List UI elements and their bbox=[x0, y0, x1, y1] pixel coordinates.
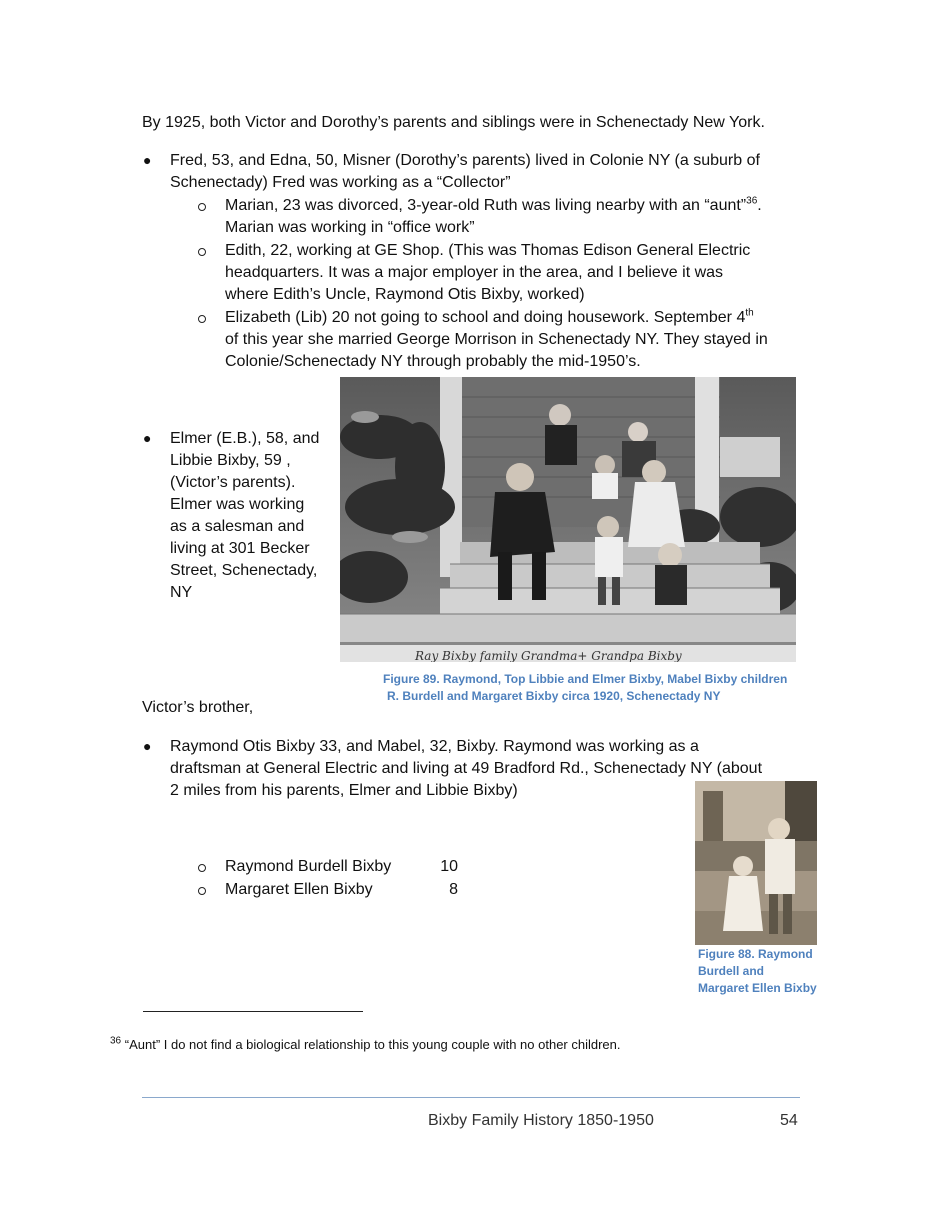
footer-title: Bixby Family History 1850-1950 bbox=[428, 1112, 654, 1129]
child-name: Raymond Burdell Bixby bbox=[225, 858, 392, 875]
bullet: ● bbox=[143, 152, 152, 168]
footnote-ref: 36 bbox=[746, 195, 758, 207]
footnote-number: 36 bbox=[110, 1035, 122, 1047]
raymond-line-1: Raymond Otis Bixby 33, and Mabel, 32, Bixby. Raymond was working as a bbox=[170, 738, 699, 755]
child-age: 10 bbox=[440, 858, 458, 875]
elmer-line: NY bbox=[170, 584, 193, 601]
figure-88-caption bbox=[698, 946, 817, 997]
fred-line-1: Fred, 53, and Edna, 50, Misner (Dorothy’s parents) lived in Colonie NY (a suburb of bbox=[170, 152, 760, 169]
child-age: 8 bbox=[449, 881, 458, 898]
sub-bullet bbox=[198, 887, 206, 895]
raymond-line-3: 2 miles from his parents, Elmer and Libbie Bixby) bbox=[170, 782, 518, 799]
figure-89-caption-line-2: R. Burdell and Margaret Bixby circa 1920, Schenectady NY bbox=[387, 689, 721, 703]
elizabeth-line-2: of this year she married George Morrison in Schenectady NY. They stayed in bbox=[225, 331, 768, 348]
elmer-line: Street, Schenectady, bbox=[170, 562, 318, 579]
raymond-line-2: draftsman at General Electric and living at 49 Bradford Rd., Schenectady NY (about bbox=[170, 760, 763, 777]
sub-bullet bbox=[198, 315, 206, 323]
footnote-text: “Aunt” I do not find a biological relationship to this young couple with no other children. bbox=[124, 1037, 621, 1052]
page-number: 54 bbox=[780, 1112, 798, 1129]
elmer-line: living at 301 Becker bbox=[170, 540, 310, 557]
footer-rule bbox=[142, 1097, 800, 1098]
edith-line-1: Edith, 22, working at GE Shop. (This was Thomas Edison General Electric bbox=[225, 242, 751, 259]
elmer-line: Elmer was working bbox=[170, 496, 305, 513]
children-photo-graphic bbox=[695, 781, 817, 945]
marian-line-2: Marian was working in “office work” bbox=[225, 219, 475, 236]
elmer-line: Libbie Bixby, 59 , bbox=[170, 452, 291, 469]
family-porch-photo bbox=[340, 377, 796, 662]
sub-bullet bbox=[198, 864, 206, 872]
sub-bullet bbox=[198, 248, 206, 256]
fred-line-2: Schenectady) Fred was working as a “Collector” bbox=[170, 174, 511, 191]
footnote bbox=[110, 1036, 621, 1054]
footnote-separator bbox=[143, 1011, 363, 1012]
photo-handwriting: Ray Bixby family Grandma+ Grandpa Bixby bbox=[415, 649, 682, 662]
family-porch-photo-graphic bbox=[340, 377, 796, 662]
edith-line-3: where Edith’s Uncle, Raymond Otis Bixby, worked) bbox=[225, 286, 585, 303]
figure-88-caption-line: Margaret Ellen Bixby bbox=[698, 981, 817, 995]
elizabeth-line-1: Elizabeth (Lib) 20 not going to school and doing housework. September 4th bbox=[225, 307, 754, 326]
intro-paragraph: By 1925, both Victor and Dorothy’s parents and siblings were in Schenectady New York. bbox=[142, 114, 765, 131]
sub-bullet bbox=[198, 203, 206, 211]
victors-brother-heading: Victor’s brother, bbox=[142, 699, 254, 716]
figure-88-caption-line: Figure 88. Raymond bbox=[698, 947, 813, 961]
bullet: ● bbox=[143, 430, 152, 446]
marian-line-1: Marian, 23 was divorced, 3-year-old Ruth was living nearby with an “aunt”$^{36}$. bbox=[225, 195, 762, 214]
elmer-paragraph bbox=[170, 428, 319, 604]
figure-88-caption-line: Burdell and bbox=[698, 964, 765, 978]
elmer-line: (Victor’s parents). bbox=[170, 474, 296, 491]
children-photo bbox=[695, 781, 817, 945]
figure-89-caption-line-1: Figure 89. Raymond, Top Libbie and Elmer Bixby, Mabel Bixby children bbox=[383, 672, 788, 686]
elmer-line: as a salesman and bbox=[170, 518, 305, 535]
bullet: ● bbox=[143, 738, 152, 754]
edith-line-2: headquarters. It was a major employer in the area, and I believe it was bbox=[225, 264, 724, 281]
elmer-line: Elmer (E.B.), 58, and bbox=[170, 430, 320, 447]
child-name: Margaret Ellen Bixby bbox=[225, 881, 373, 898]
elizabeth-line-3: Colonie/Schenectady NY through probably the mid-1950’s. bbox=[225, 353, 641, 370]
